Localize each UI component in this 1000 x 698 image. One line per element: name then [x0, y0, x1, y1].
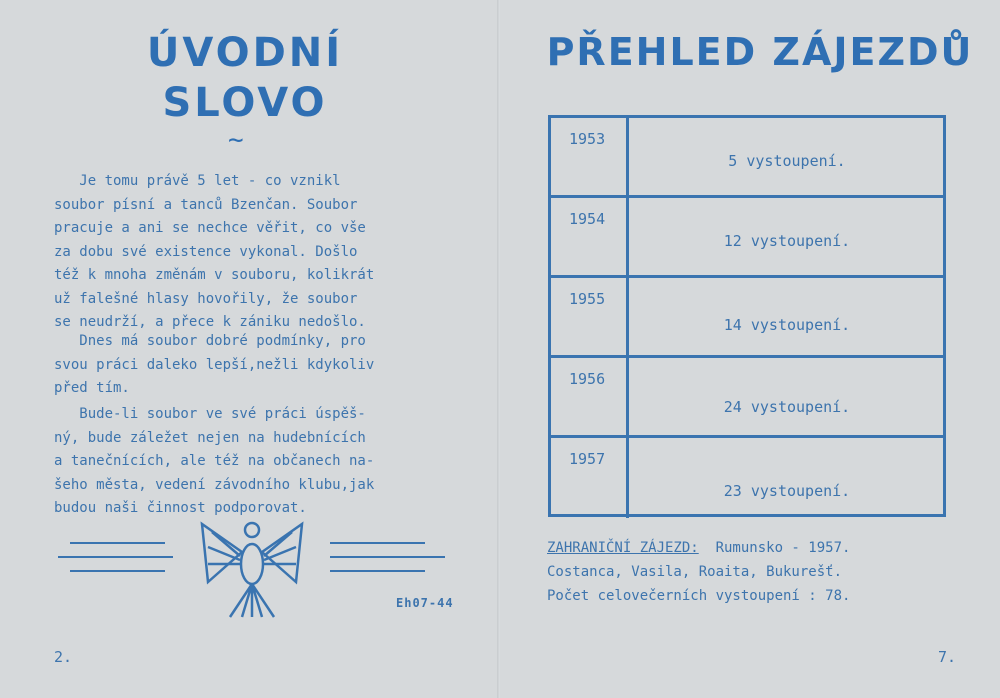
- performance-count: 14 vystoupení.: [723, 316, 851, 334]
- right-page: [500, 0, 1000, 698]
- table-row: [551, 278, 943, 358]
- ornament-line: [330, 570, 425, 572]
- performance-count: 23 vystoupení.: [723, 482, 851, 500]
- paragraph-1: Je tomu právě 5 let - co vznikl soubor písní a tanců Bzenčan. Soubor pracuje a ani se nechce věřit, co vše za dobu své existence vykonal. Došlo též k mnoha změnám v souboru, kolikrát už falešné hlasy hovořily, že soubor se neudrží, a přece k zániku nedošlo.: [54, 173, 375, 330]
- ornament-line: [330, 542, 425, 544]
- dancer-emblem-icon: [190, 512, 310, 622]
- ornament-line: [70, 570, 165, 572]
- ornament-line: [58, 556, 173, 558]
- year-cell: [551, 278, 629, 355]
- year-label: 1955: [569, 290, 606, 308]
- performance-count: 24 vystoupení.: [723, 398, 851, 416]
- print-stamp: Eh07-44: [396, 596, 454, 610]
- abroad-value: Rumunsko - 1957.: [698, 540, 851, 556]
- table-row: [551, 118, 943, 198]
- year-label: 1957: [569, 450, 606, 468]
- page-number-right: 7.: [938, 648, 957, 666]
- ornament-line: [70, 542, 165, 544]
- title-line-2: SLOVO: [162, 80, 328, 126]
- overview-title: PŘEHLED ZÁJEZDŮ: [546, 30, 974, 74]
- year-cell: [551, 438, 629, 518]
- table-row: [551, 358, 943, 438]
- table-row: [551, 438, 943, 518]
- performance-count: 12 vystoupení.: [723, 232, 851, 250]
- performance-count: 5 vystoupení.: [728, 152, 846, 170]
- evening-shows-line: Počet celovečerních vystoupení : 78.: [547, 588, 851, 604]
- left-page: [0, 0, 497, 698]
- page-number-left: 2.: [54, 648, 73, 666]
- year-cell: [551, 358, 629, 435]
- year-label: 1953: [569, 130, 606, 148]
- tours-table: [548, 115, 946, 517]
- year-cell: [551, 118, 629, 195]
- title-line-1: ÚVODNÍ: [146, 30, 344, 76]
- paragraph-2: Dnes má soubor dobré podmínky, pro svou práci daleko lepší,nežli kdykoliv před tím.: [54, 333, 375, 396]
- paragraph-3: Bude-li soubor ve své práci úspěš- ný, bude záležet nejen na hudebnících a tanečnících, ale též na občanech na- šeho města, vedení závodního klubu,jak budou naši činnost podporovat.: [54, 406, 375, 516]
- cities-line: Costanca, Vasila, Roaita, Bukurešť.: [547, 564, 843, 580]
- table-row: [551, 198, 943, 278]
- ornament-line: [330, 556, 445, 558]
- wave-ornament: ~: [228, 125, 244, 155]
- year-label: 1954: [569, 210, 606, 228]
- abroad-label: ZAHRANIČNÍ ZÁJEZD:: [547, 540, 699, 556]
- abroad-section: [547, 536, 850, 608]
- year-label: 1956: [569, 370, 606, 388]
- year-cell: [551, 198, 629, 275]
